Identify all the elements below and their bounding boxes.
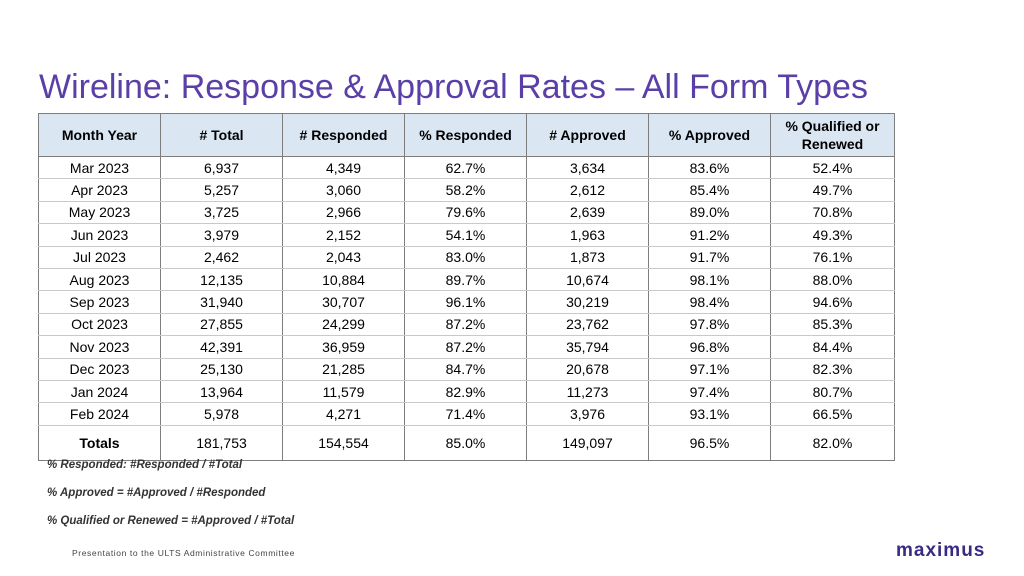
table-cell: 79.6% xyxy=(405,201,527,223)
table-cell: 11,579 xyxy=(283,380,405,402)
table-cell: 31,940 xyxy=(161,291,283,313)
table-cell: 10,674 xyxy=(527,268,649,290)
formula-note-approved: % Approved = #Approved / #Responded xyxy=(47,487,266,499)
month-cell: Jan 2024 xyxy=(39,380,161,402)
totals-label: Totals xyxy=(39,425,161,460)
table-cell: 2,152 xyxy=(283,224,405,246)
table-cell: 97.8% xyxy=(649,313,771,335)
table-cell: 93.1% xyxy=(649,403,771,425)
table-cell: 76.1% xyxy=(771,246,895,268)
table-cell: 2,043 xyxy=(283,246,405,268)
table-cell: 149,097 xyxy=(527,425,649,460)
table-cell: 6,937 xyxy=(161,157,283,179)
table-cell: 49.3% xyxy=(771,224,895,246)
table-cell: 49.7% xyxy=(771,179,895,201)
table-cell: 98.1% xyxy=(649,268,771,290)
table-cell: 62.7% xyxy=(405,157,527,179)
table-row xyxy=(39,268,895,290)
table-cell: 85.0% xyxy=(405,425,527,460)
month-cell: Oct 2023 xyxy=(39,313,161,335)
table-cell: 27,855 xyxy=(161,313,283,335)
table-cell: 2,639 xyxy=(527,201,649,223)
table-cell: 181,753 xyxy=(161,425,283,460)
table-cell: 2,612 xyxy=(527,179,649,201)
formula-note-qualified: % Qualified or Renewed = #Approved / #Total xyxy=(47,515,295,527)
table-cell: 1,963 xyxy=(527,224,649,246)
table-cell: 91.2% xyxy=(649,224,771,246)
table-cell: 3,979 xyxy=(161,224,283,246)
table-cell: 83.0% xyxy=(405,246,527,268)
table-cell: 85.3% xyxy=(771,313,895,335)
formula-note-responded: % Responded: #Responded / #Total xyxy=(47,459,243,471)
table-cell: 96.8% xyxy=(649,336,771,358)
table-cell: 4,271 xyxy=(283,403,405,425)
table-cell: 20,678 xyxy=(527,358,649,380)
table-cell: 42,391 xyxy=(161,336,283,358)
table-cell: 3,634 xyxy=(527,157,649,179)
table-cell: 21,285 xyxy=(283,358,405,380)
maximus-logo: maximus xyxy=(896,540,986,561)
table-cell: 97.4% xyxy=(649,380,771,402)
table-cell: 96.1% xyxy=(405,291,527,313)
table-cell: 84.7% xyxy=(405,358,527,380)
table-cell: 94.6% xyxy=(771,291,895,313)
column-header: % Approved xyxy=(649,114,771,157)
month-cell: Dec 2023 xyxy=(39,358,161,380)
table-cell: 89.7% xyxy=(405,268,527,290)
table-cell: 85.4% xyxy=(649,179,771,201)
table-row xyxy=(39,291,895,313)
table-cell: 58.2% xyxy=(405,179,527,201)
table-cell: 84.4% xyxy=(771,336,895,358)
month-cell: Jul 2023 xyxy=(39,246,161,268)
totals-row xyxy=(39,425,895,460)
table-row xyxy=(39,403,895,425)
month-cell: May 2023 xyxy=(39,201,161,223)
table-cell: 80.7% xyxy=(771,380,895,402)
table-cell: 91.7% xyxy=(649,246,771,268)
column-header: Month Year xyxy=(39,114,161,157)
table-cell: 11,273 xyxy=(527,380,649,402)
table-cell: 96.5% xyxy=(649,425,771,460)
month-cell: Feb 2024 xyxy=(39,403,161,425)
table-cell: 12,135 xyxy=(161,268,283,290)
table-cell: 25,130 xyxy=(161,358,283,380)
table-cell: 3,725 xyxy=(161,201,283,223)
table-row xyxy=(39,358,895,380)
table-row xyxy=(39,201,895,223)
month-cell: Mar 2023 xyxy=(39,157,161,179)
table-cell: 97.1% xyxy=(649,358,771,380)
table-row xyxy=(39,336,895,358)
table-cell: 24,299 xyxy=(283,313,405,335)
data-table xyxy=(38,113,895,461)
table-cell: 82.3% xyxy=(771,358,895,380)
table-row xyxy=(39,224,895,246)
table-cell: 70.8% xyxy=(771,201,895,223)
column-header: # Total xyxy=(161,114,283,157)
month-cell: Jun 2023 xyxy=(39,224,161,246)
table-row xyxy=(39,313,895,335)
table-cell: 89.0% xyxy=(649,201,771,223)
month-cell: Aug 2023 xyxy=(39,268,161,290)
column-header: # Responded xyxy=(283,114,405,157)
table-body xyxy=(39,157,895,461)
table-cell: 2,462 xyxy=(161,246,283,268)
table-row xyxy=(39,157,895,179)
column-header: % Qualified or Renewed xyxy=(771,114,895,157)
page-title: Wireline: Response & Approval Rates – All Form Types xyxy=(39,68,868,106)
month-cell: Nov 2023 xyxy=(39,336,161,358)
table-cell: 71.4% xyxy=(405,403,527,425)
table-row xyxy=(39,380,895,402)
table-cell: 13,964 xyxy=(161,380,283,402)
table-cell: 5,257 xyxy=(161,179,283,201)
table-cell: 154,554 xyxy=(283,425,405,460)
column-header: % Responded xyxy=(405,114,527,157)
table-cell: 35,794 xyxy=(527,336,649,358)
table-cell: 30,219 xyxy=(527,291,649,313)
table-cell: 52.4% xyxy=(771,157,895,179)
table-cell: 30,707 xyxy=(283,291,405,313)
table-row xyxy=(39,246,895,268)
month-cell: Sep 2023 xyxy=(39,291,161,313)
table-cell: 10,884 xyxy=(283,268,405,290)
table-cell: 23,762 xyxy=(527,313,649,335)
table-header-row xyxy=(39,114,895,157)
table-cell: 98.4% xyxy=(649,291,771,313)
table-cell: 3,976 xyxy=(527,403,649,425)
table-cell: 87.2% xyxy=(405,336,527,358)
footer-text: Presentation to the ULTS Administrative Committee xyxy=(72,548,295,558)
table-cell: 1,873 xyxy=(527,246,649,268)
table-cell: 88.0% xyxy=(771,268,895,290)
table-cell: 5,978 xyxy=(161,403,283,425)
table-cell: 82.0% xyxy=(771,425,895,460)
table-cell: 82.9% xyxy=(405,380,527,402)
table-cell: 66.5% xyxy=(771,403,895,425)
column-header: # Approved xyxy=(527,114,649,157)
table-cell: 2,966 xyxy=(283,201,405,223)
table-cell: 36,959 xyxy=(283,336,405,358)
table-cell: 3,060 xyxy=(283,179,405,201)
table-row xyxy=(39,179,895,201)
table-cell: 87.2% xyxy=(405,313,527,335)
table-cell: 83.6% xyxy=(649,157,771,179)
month-cell: Apr 2023 xyxy=(39,179,161,201)
table-cell: 54.1% xyxy=(405,224,527,246)
table-cell: 4,349 xyxy=(283,157,405,179)
